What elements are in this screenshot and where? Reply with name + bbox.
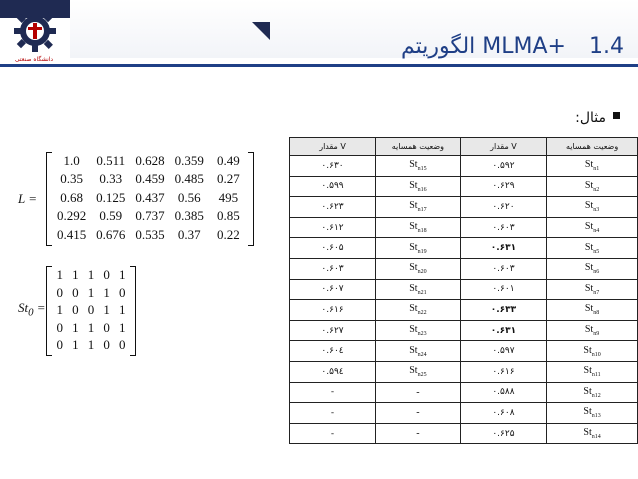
matrix-st0-cell: 1 (103, 284, 110, 300)
matrix-l-cell: 0.292 (56, 208, 87, 224)
cell-v-left: ۰.۶۰٤ (290, 341, 376, 362)
matrix-st0-label-sub: 0 (28, 306, 34, 319)
cell-v-right: ۰.۵۸۸ (460, 382, 546, 403)
matrix-l-cell: 0.68 (60, 189, 83, 205)
table-row (290, 176, 638, 197)
table-row (290, 197, 638, 218)
cell-st-left: $St_{n17}$ (376, 197, 461, 218)
table-row (290, 361, 638, 382)
matrix-l-cell: 0.125 (96, 189, 126, 205)
header-v-right: مقدار V (460, 138, 546, 156)
cell-v-left: ۰.۶۱۶ (290, 300, 376, 321)
matrix-l-cell: 0.415 (56, 226, 87, 242)
slide-title (401, 34, 624, 59)
matrix-st0-label-eq: = (33, 300, 46, 315)
cell-v-right: ۰.۶۰۳ (460, 217, 546, 238)
cell-v-right: ۰.۶۳۳ (460, 300, 546, 321)
matrix-l-cell: 0.676 (96, 226, 126, 242)
neighbor-value-table (289, 137, 638, 444)
matrix-st0-cell: 0 (103, 267, 110, 282)
cell-st-left: - (376, 382, 461, 403)
table-row (290, 238, 638, 259)
matrix-st0-cell: 1 (72, 337, 79, 353)
table-row (290, 423, 638, 444)
matrix-l-cell: 0.737 (135, 208, 165, 224)
cell-v-left: ۰.۶۱۲ (290, 217, 376, 238)
matrix-st0-cell: 0 (118, 337, 126, 353)
matrix-st0-label (18, 300, 46, 319)
matrix-st0-cell: 1 (56, 302, 64, 318)
title-text: الگوریتم MLMA+ (400, 34, 566, 59)
header-st-left: وضعیت همسایه (376, 138, 461, 156)
cell-v-right: ۰.۵۹۷ (460, 341, 546, 362)
cell-st-left: $St_{n15}$ (376, 156, 461, 177)
cell-v-left: ۰.۵۹۹ (290, 176, 376, 197)
header-rule (0, 64, 638, 67)
cell-st-right: $St_{n6}$ (547, 258, 638, 279)
matrix-st0-cell: 1 (87, 337, 95, 353)
cell-v-right: ۰.۶۰۳ (460, 258, 546, 279)
matrix-l-cell: 0.485 (174, 171, 204, 187)
matrix-st0-cell: 0 (72, 284, 79, 300)
cell-v-left: - (290, 382, 376, 403)
matrix-st0-cell: 0 (56, 319, 64, 335)
matrix-l-cell: 0.33 (99, 171, 123, 187)
matrix-l-cell: 0.35 (60, 171, 83, 187)
cell-v-right: ۰.۵۹۲ (460, 156, 546, 177)
header-st-right: وضعیت همسایه (547, 138, 638, 156)
matrix-st0-cell: 1 (87, 319, 95, 335)
bullet-text: مثال: (575, 110, 606, 126)
cell-st-left: $St_{n25}$ (376, 361, 461, 382)
matrix-l (52, 152, 248, 244)
matrix-l-cell: 0.535 (135, 226, 165, 242)
cell-st-left: - (376, 423, 461, 444)
cell-v-right: ۰.۶۲۰ (460, 197, 546, 218)
matrix-l-cell: 0.359 (174, 153, 204, 168)
matrix-l-cell: 0.37 (177, 226, 201, 242)
bullet-square-icon (613, 112, 620, 119)
table-row (290, 258, 638, 279)
matrix-l-cell: 0.628 (135, 153, 165, 168)
cell-v-left: ۰.۶۲۳ (290, 197, 376, 218)
matrix-st0-cell: 0 (118, 284, 126, 300)
matrix-st0-cell: 1 (118, 302, 126, 318)
matrix-st0-cell: 1 (87, 284, 95, 300)
cell-st-right: $St_{n5}$ (547, 238, 638, 259)
matrix-l-cell: 0.22 (217, 226, 240, 242)
cell-v-left: ۰.۶۰۵ (290, 238, 376, 259)
matrix-st0-cell: 0 (72, 302, 79, 318)
table-row (290, 217, 638, 238)
cell-v-left: ۰.۶۰۳ (290, 258, 376, 279)
matrix-st0-cell: 0 (56, 337, 64, 353)
matrix-st0-cell: 1 (103, 302, 110, 318)
section-number: 1.4 (589, 34, 624, 59)
cell-v-right: ۰.۶۳۱ (460, 320, 546, 341)
matrix-l-cell: 495 (218, 189, 239, 205)
cell-v-left: ۰.۵۹٤ (290, 361, 376, 382)
cell-st-left: $St_{n22}$ (376, 300, 461, 321)
cell-st-left: $St_{n19}$ (376, 238, 461, 259)
matrix-st0-cell: 0 (56, 284, 64, 300)
cell-st-left: $St_{n23}$ (376, 320, 461, 341)
matrix-st0 (52, 266, 130, 354)
matrix-l-cell: 0.459 (135, 171, 165, 187)
matrix-l-cell: 1.0 (63, 153, 80, 168)
table-row (290, 403, 638, 424)
cell-st-right: $St_{n8}$ (547, 300, 638, 321)
cell-st-right: $St_{n4}$ (547, 217, 638, 238)
cell-v-right: ۰.۶۰۸ (460, 403, 546, 424)
cell-st-right: $St_{n9}$ (547, 320, 638, 341)
cell-v-left: ۰.۶۲۷ (290, 320, 376, 341)
cell-st-left: - (376, 403, 461, 424)
table-row (290, 279, 638, 300)
matrix-st0-cell: 1 (56, 267, 64, 282)
cell-st-right: $St_{n13}$ (547, 403, 638, 424)
matrix-l-cell: 0.56 (177, 189, 201, 205)
cell-v-left: - (290, 423, 376, 444)
cell-st-right: $St_{n12}$ (547, 382, 638, 403)
cell-v-left: - (290, 403, 376, 424)
matrix-st0-cell: 0 (103, 337, 110, 353)
matrix-l-cell: 0.511 (96, 153, 126, 168)
matrix-l-cell: 0.385 (174, 208, 204, 224)
matrix-st0-cell: 1 (118, 319, 126, 335)
matrix-l-cell: 0.437 (135, 189, 165, 205)
cell-st-right: $St_{n11}$ (547, 361, 638, 382)
cell-st-left: $St_{n20}$ (376, 258, 461, 279)
matrix-l-cell: 0.27 (217, 171, 240, 187)
cell-v-right: ۰.۶۱۶ (460, 361, 546, 382)
header-corner-shape (252, 22, 270, 40)
matrix-st0-cell: 1 (72, 319, 79, 335)
cell-st-right: $St_{n2}$ (547, 176, 638, 197)
table-header-row (290, 138, 638, 156)
logo-caption: دانشگاه صنعتی (14, 56, 54, 63)
cell-st-left: $St_{n18}$ (376, 217, 461, 238)
cell-st-right: $St_{n14}$ (547, 423, 638, 444)
matrix-st0-cell: 0 (103, 319, 110, 335)
header-v-left: مقدار V (290, 138, 376, 156)
matrix-st0-cell: 1 (118, 267, 126, 282)
table-row (290, 382, 638, 403)
matrix-l-right-bracket (248, 152, 254, 246)
table-row (290, 341, 638, 362)
matrix-l-cell: 0.49 (217, 153, 240, 168)
slide-header (0, 0, 638, 72)
cell-v-right: ۰.۶۰۱ (460, 279, 546, 300)
matrix-l-cell: 0.85 (217, 208, 240, 224)
table-row (290, 300, 638, 321)
cell-v-left: ۰.۶۳۰ (290, 156, 376, 177)
table-row (290, 156, 638, 177)
cell-v-right: ۰.۶۲۵ (460, 423, 546, 444)
cell-st-right: $St_{n1}$ (547, 156, 638, 177)
cell-st-left: $St_{n16}$ (376, 176, 461, 197)
matrix-st0-right-bracket (130, 266, 136, 356)
table-row (290, 320, 638, 341)
cell-st-left: $St_{n21}$ (376, 279, 461, 300)
matrix-l-label: L = (18, 191, 38, 206)
matrix-st0-cell: 1 (87, 267, 95, 282)
matrix-st0-label-main: St (18, 300, 29, 315)
cell-st-right: $St_{n3}$ (547, 197, 638, 218)
cell-st-right: $St_{n10}$ (547, 341, 638, 362)
matrix-l-cell: 0.59 (99, 208, 123, 224)
matrix-st0-cell: 1 (72, 267, 79, 282)
cell-v-right: ۰.۶۳۱ (460, 238, 546, 259)
cell-st-right: $St_{n7}$ (547, 279, 638, 300)
cell-v-left: ۰.۶۰۷ (290, 279, 376, 300)
cell-st-left: $St_{n24}$ (376, 341, 461, 362)
matrix-st0-cell: 0 (87, 302, 95, 318)
cell-v-right: ۰.۶۲۹ (460, 176, 546, 197)
